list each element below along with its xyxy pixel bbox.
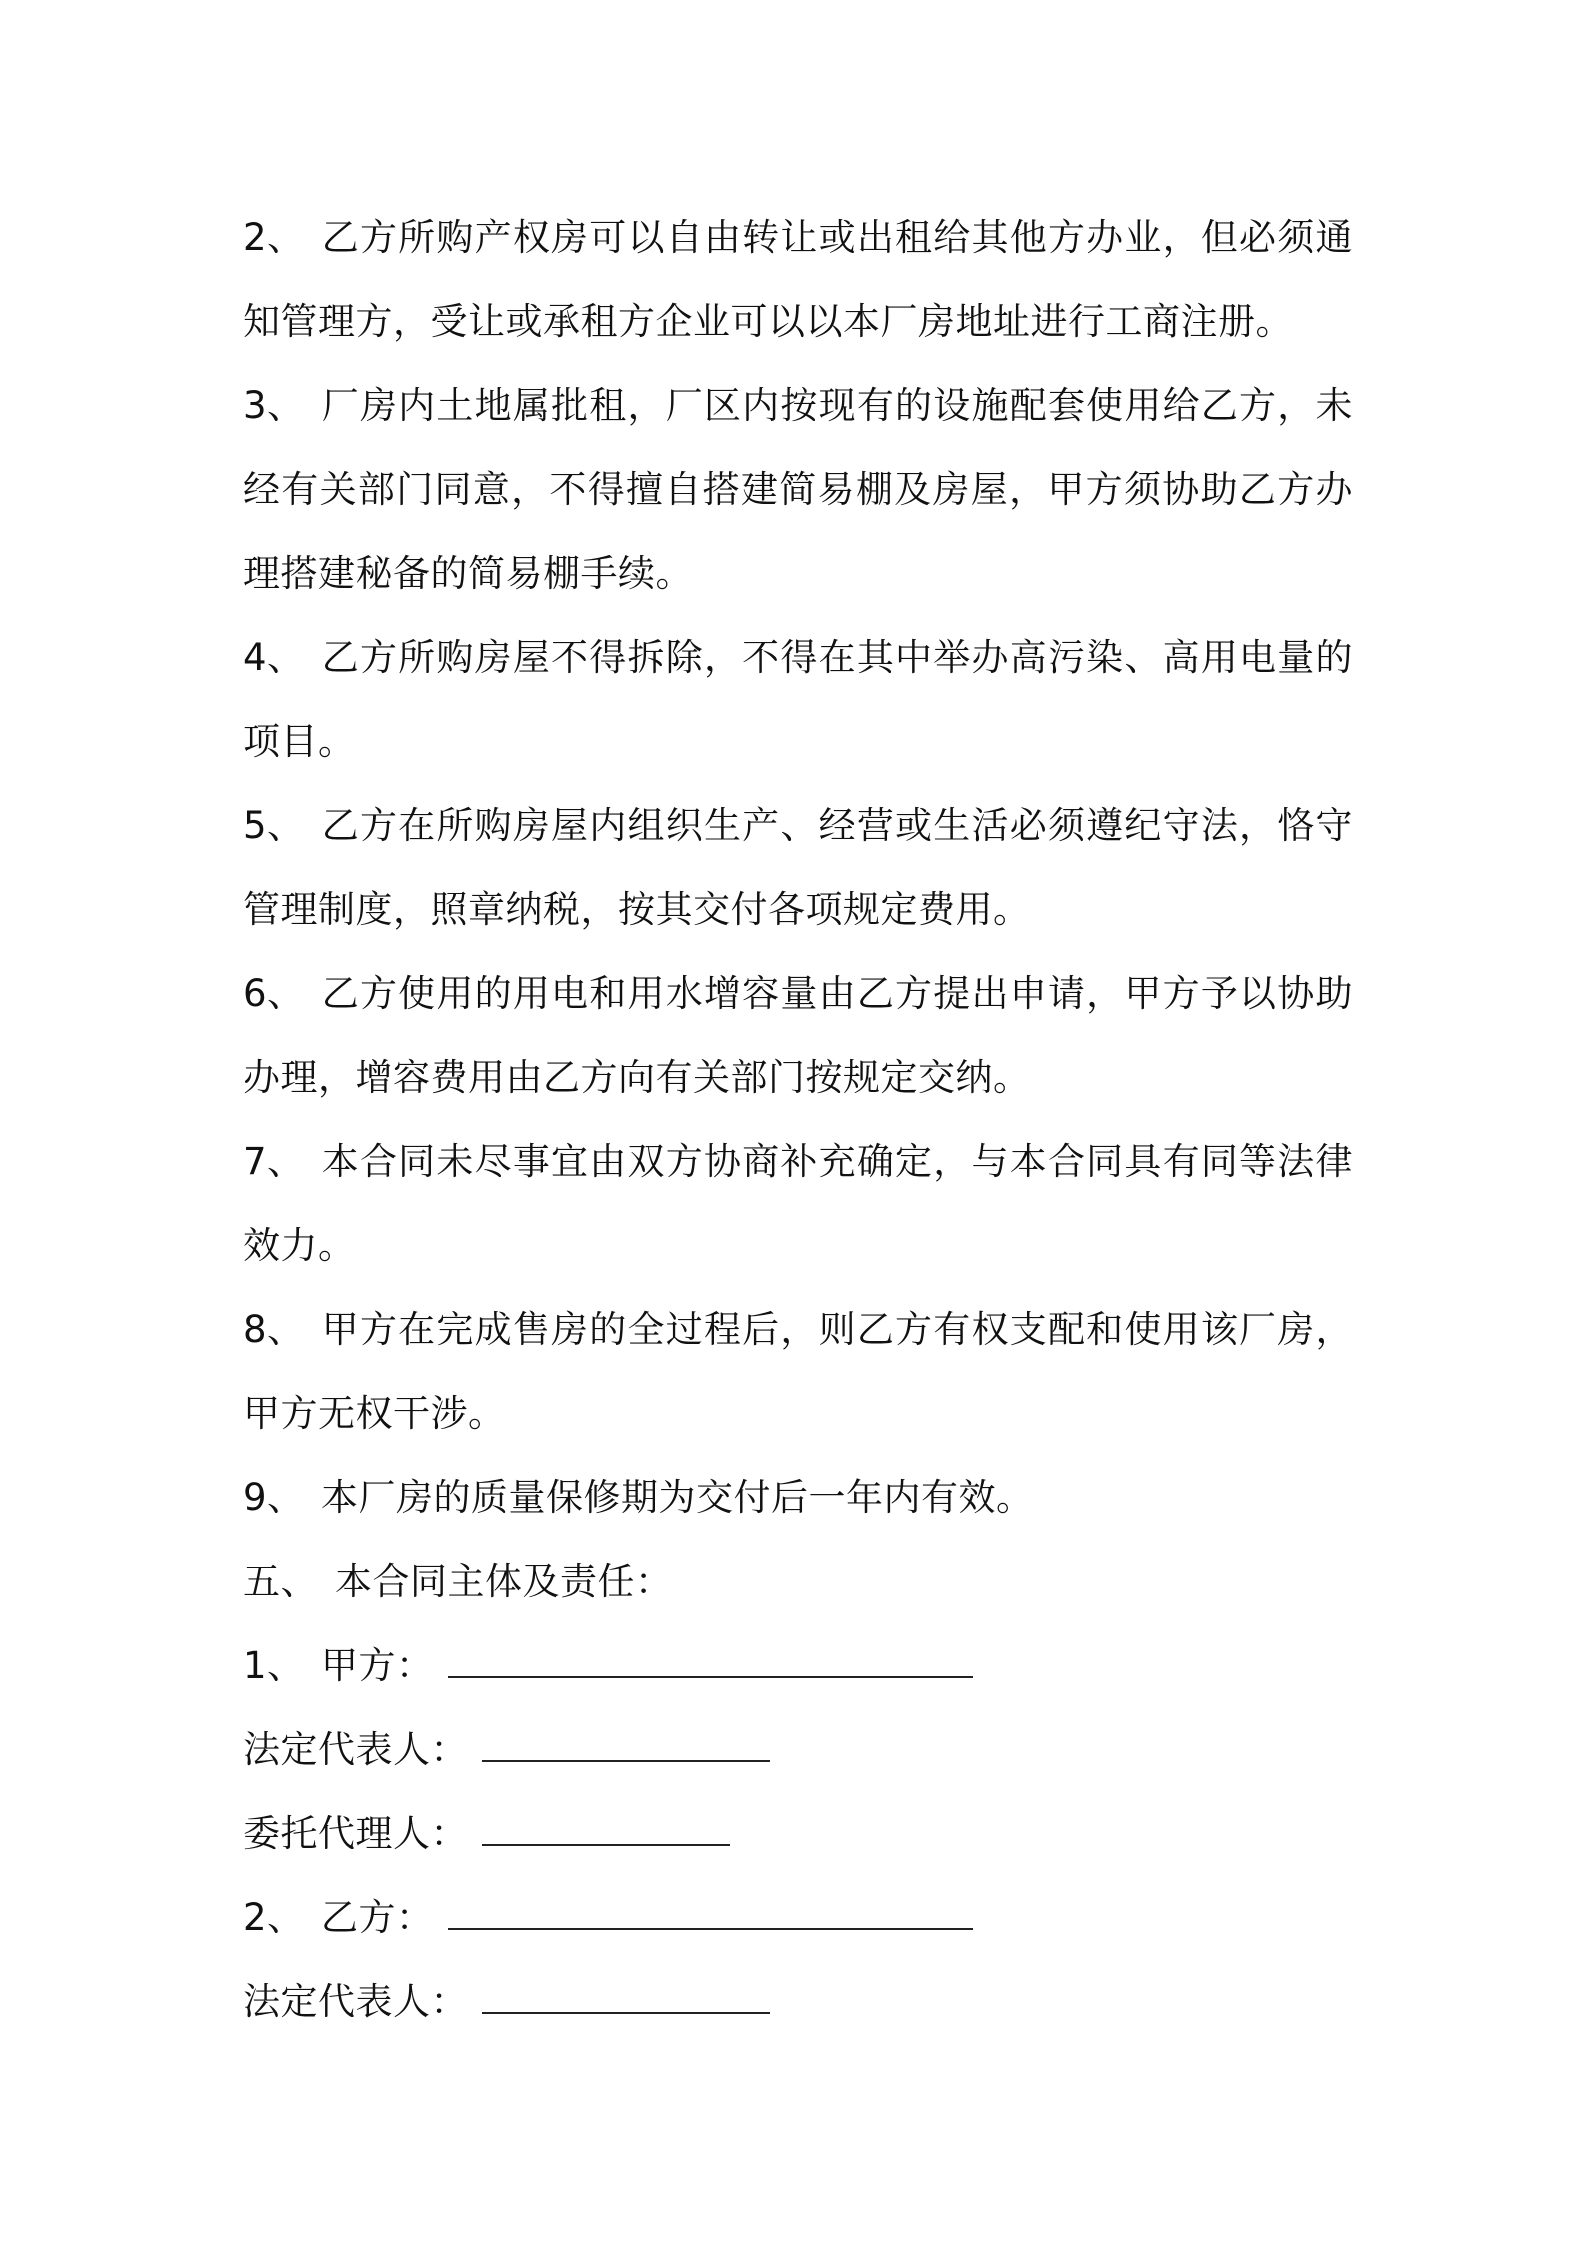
field-label: 甲方： <box>321 1644 434 1687</box>
contract-body <box>243 196 1353 2044</box>
clause-2 <box>243 196 1353 364</box>
section-number: 五、 <box>243 1560 318 1603</box>
field-label: 乙方： <box>321 1896 434 1939</box>
clause-7 <box>243 1120 1353 1288</box>
clause-text: 乙方所购房屋不得拆除，不得在其中举办高污染、高用电量的项目。 <box>243 636 1353 763</box>
clause-text: 乙方所购产权房可以自由转让或出租给其他方办业，但必须通知管理方，受让或承租方企业可以以本厂房地址进行工商注册。 <box>243 216 1353 343</box>
party-a-blank[interactable] <box>448 1646 973 1678</box>
clause-number: 4、 <box>243 636 305 679</box>
clause-text: 厂房内土地属批租，厂区内按现有的设施配套使用给乙方，未经有关部门同意，不得擅自搭建简易棚及房屋，甲方须协助乙方办理搭建秘备的简易棚手续。 <box>243 384 1353 595</box>
clause-4 <box>243 616 1353 784</box>
clause-8 <box>243 1288 1353 1456</box>
clause-6 <box>243 952 1353 1120</box>
field-label: 委托代理人： <box>243 1812 468 1855</box>
party-b-legal-rep-blank[interactable] <box>482 1982 770 2014</box>
field-number: 2、 <box>243 1896 305 1939</box>
clause-number: 2、 <box>243 216 305 259</box>
field-label: 法定代表人： <box>243 1980 468 2023</box>
party-a-field <box>243 1624 1353 1708</box>
clause-number: 7、 <box>243 1140 305 1183</box>
clause-number: 8、 <box>243 1308 305 1351</box>
clause-number: 6、 <box>243 972 305 1015</box>
party-b-legal-rep-field <box>243 1960 1353 2044</box>
party-a-agent-blank[interactable] <box>482 1814 730 1846</box>
clause-text: 甲方在完成售房的全过程后，则乙方有权支配和使用该厂房，甲方无权干涉。 <box>243 1308 1353 1435</box>
clause-text: 乙方在所购房屋内组织生产、经营或生活必须遵纪守法，恪守管理制度，照章纳税，按其交付各项规定费用。 <box>243 804 1353 931</box>
party-a-legal-rep-blank[interactable] <box>482 1730 770 1762</box>
clause-number: 5、 <box>243 804 305 847</box>
clause-text: 本厂房的质量保修期为交付后一年内有效。 <box>321 1476 1034 1519</box>
section-heading <box>243 1540 1353 1624</box>
party-b-blank[interactable] <box>448 1898 973 1930</box>
clause-3 <box>243 364 1353 616</box>
clause-number: 3、 <box>243 384 305 427</box>
clause-text: 乙方使用的用电和用水增容量由乙方提出申请，甲方予以协助办理，增容费用由乙方向有关部门按规定交纳。 <box>243 972 1353 1099</box>
clause-9 <box>243 1456 1353 1540</box>
field-label: 法定代表人： <box>243 1728 468 1771</box>
party-a-legal-rep-field <box>243 1708 1353 1792</box>
party-a-agent-field <box>243 1792 1353 1876</box>
clause-5 <box>243 784 1353 952</box>
section-title: 本合同主体及责任： <box>335 1560 673 1603</box>
party-b-field <box>243 1876 1353 1960</box>
clause-number: 9、 <box>243 1476 305 1519</box>
clause-text: 本合同未尽事宜由双方协商补充确定，与本合同具有同等法律效力。 <box>243 1140 1353 1267</box>
field-number: 1、 <box>243 1644 305 1687</box>
